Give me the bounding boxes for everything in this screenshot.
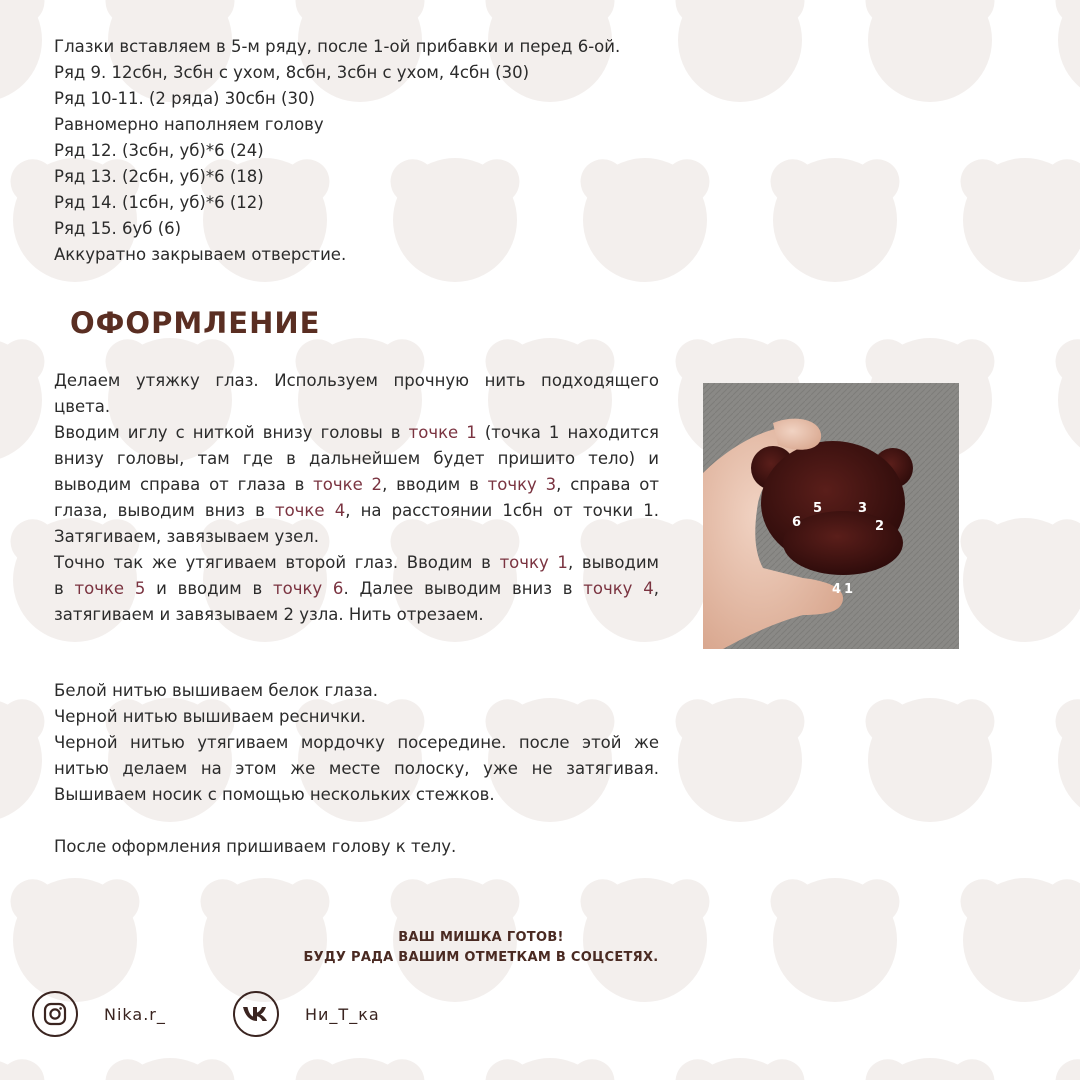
section-title: ОФОРМЛЕНИЕ	[70, 306, 321, 340]
pattern-row: Ряд 15. 6уб (6)	[54, 219, 182, 238]
pattern-row: Ряд 14. (1сбн, уб)*6 (12)	[54, 193, 264, 212]
instagram-link[interactable]	[32, 988, 166, 1040]
text-line: Вводим иглу с ниткой внизу головы в точке 1 (точка 1 находится	[54, 423, 659, 442]
text-line: Затягиваем, завязываем узел.	[54, 527, 320, 546]
text-line: Белой нитью вышиваем белок глаза.	[54, 681, 378, 700]
text-line: в точке 5 и вводим в точку 6. Далее выводим вниз в точку 4,	[54, 579, 659, 598]
bear-head-photo	[703, 383, 959, 649]
text-line: внизу головы, там где в дальнейшем будет пришито тело) и	[54, 449, 659, 468]
final-step: После оформления пришиваем голову к телу.	[54, 837, 457, 856]
text-line: Вышиваем носик с помощью нескольких стежков.	[54, 785, 495, 804]
text-line: Точно так же утягиваем второй глаз. Вводим в точку 1, выводим	[54, 553, 660, 572]
text-line: затягиваем и завязываем 2 узла. Нить отрезаем.	[54, 605, 484, 624]
vk-link[interactable]	[233, 988, 380, 1040]
text-line: выводим справа от глаза в точке 2, вводим в точку 3, справа от	[54, 475, 659, 494]
pattern-row: Равномерно наполняем голову	[54, 115, 324, 134]
text-line: цвета.	[54, 397, 111, 416]
point-label-5: 5	[813, 501, 823, 516]
pattern-row: Ряд 12. (3сбн, уб)*6 (24)	[54, 141, 264, 160]
pattern-row: Ряд 13. (2сбн, уб)*6 (18)	[54, 167, 264, 186]
pattern-row: Глазки вставляем в 5-м ряду, после 1-ой прибавки и перед 6-ой.	[54, 37, 621, 56]
pattern-row: Ряд 10-11. (2 ряда) 30сбн (30)	[54, 89, 315, 108]
eye-tightening-instructions	[54, 368, 659, 628]
point-ref: точке 5	[74, 579, 146, 598]
outro-message	[300, 928, 662, 968]
text-line: нитью делаем на этом же месте полоску, уже не затягивая.	[54, 759, 659, 778]
vk-handle[interactable]: Ни_Т_ка	[305, 1004, 380, 1024]
point-ref: точке 4	[274, 501, 346, 520]
text-line: глаза, выводим вниз в точке 4, на расстоянии 1сбн от точки 1.	[54, 501, 659, 520]
point-label-6: 6	[792, 515, 802, 530]
text-line: Делаем утяжку глаз. Используем прочную нить подходящего	[54, 371, 659, 390]
point-ref: точку 4	[583, 579, 654, 598]
point-ref: точку 1	[499, 553, 568, 572]
point-label-2: 2	[875, 519, 885, 534]
pattern-rows	[54, 34, 674, 268]
pattern-row: Аккуратно закрываем отверстие.	[54, 245, 347, 264]
text-line: Черной нитью утягиваем мордочку посередине. после этой же	[54, 733, 659, 752]
vk-icon[interactable]	[233, 991, 279, 1037]
point-ref: точку 3	[487, 475, 557, 494]
point-ref: точке 1	[408, 423, 477, 442]
point-ref: точку 6	[272, 579, 344, 598]
instagram-handle[interactable]: Nika.r_	[104, 1004, 166, 1024]
point-label-1: 1	[844, 582, 854, 597]
point-label-4: 4	[832, 582, 842, 597]
pattern-row: Ряд 9. 12сбн, 3сбн с ухом, 8сбн, 3сбн с ухом, 4сбн (30)	[54, 63, 530, 82]
text-line: Черной нитью вышиваем реснички.	[54, 707, 366, 726]
embroidery-instructions	[54, 678, 659, 808]
outro-line: БУДУ РАДА ВАШИМ ОТМЕТКАМ В СОЦСЕТЯХ.	[303, 950, 659, 965]
point-ref: точке 2	[313, 475, 383, 494]
instagram-icon[interactable]	[32, 991, 78, 1037]
point-label-3: 3	[858, 501, 868, 516]
outro-line: ВАШ МИШКА ГОТОВ!	[398, 930, 564, 945]
